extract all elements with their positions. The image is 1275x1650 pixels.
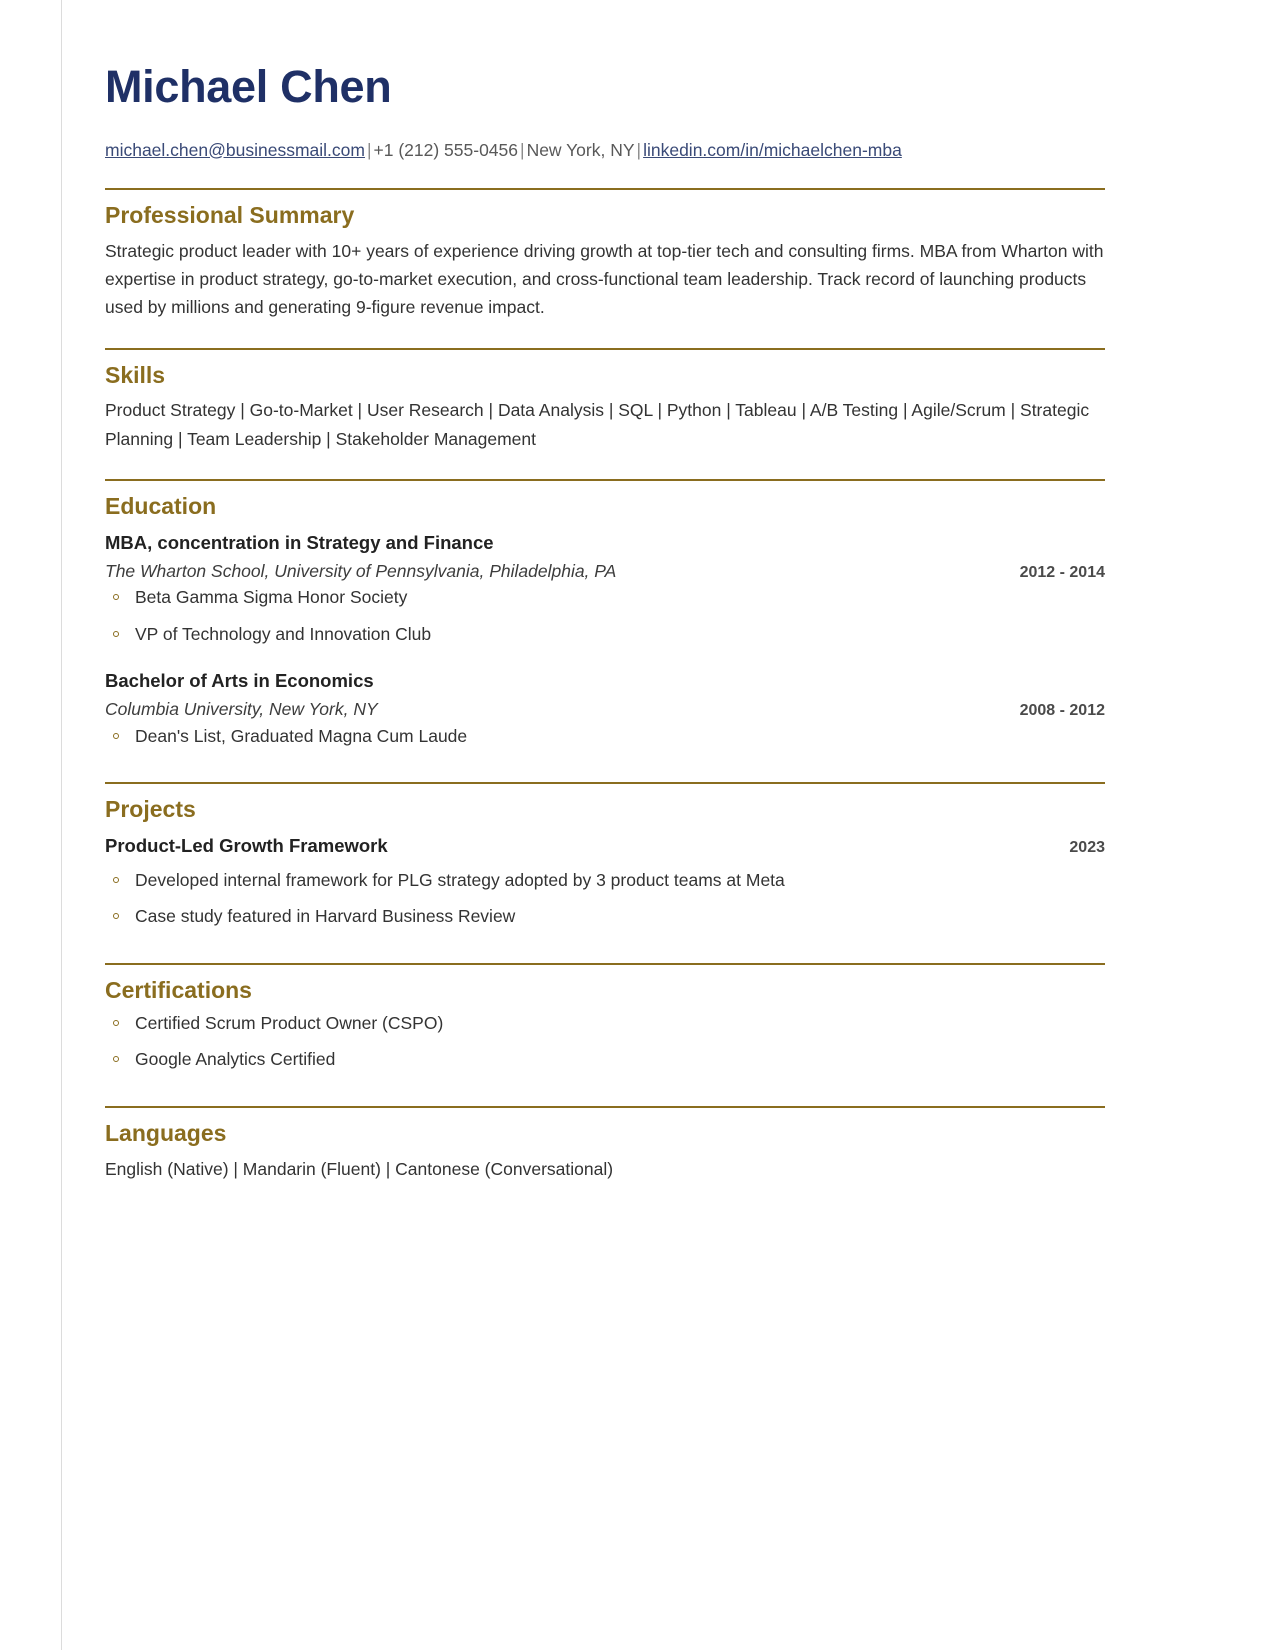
email-link[interactable]: michael.chen@businessmail.com [105, 139, 365, 160]
education-meta-row [105, 698, 1105, 721]
project-name: Product-Led Growth Framework [105, 834, 388, 856]
education-meta-row [105, 560, 1105, 583]
project-dates: 2023 [1069, 838, 1105, 856]
list-item [105, 869, 1105, 893]
contact-separator-1: | [366, 139, 372, 160]
list-item-text: Certified Scrum Product Owner (CSPO) [135, 1012, 444, 1033]
section-skills [105, 348, 1105, 453]
education-institution: The Wharton School, University of Pennsylvania, Philadelphia, PA [105, 560, 617, 581]
education-bullet-list [105, 586, 1105, 646]
summary-text: Strategic product leader with 10+ years of experience driving growth at top-tier tech and consulting firms. MBA from Wharton with expertise in product strategy, go-to-market execution, and cross-functional team leadership. Track record of launching products used by millions and generating 9-figure revenue impact. [105, 240, 1104, 318]
section-divider-certifications [105, 963, 1105, 965]
section-title-skills: Skills [105, 361, 166, 388]
project-bullet-list [105, 869, 1105, 929]
education-degree: Bachelor of Arts in Economics [105, 669, 374, 691]
list-item-text: Case study featured in Harvard Business Review [135, 906, 516, 927]
bullet-circle-icon [113, 631, 119, 637]
contact-line [105, 138, 1105, 163]
education-entry [105, 531, 1105, 647]
section-title-certifications: Certifications [105, 977, 252, 1004]
list-item-text: Google Analytics Certified [135, 1049, 336, 1070]
location-text: New York, NY [526, 139, 635, 160]
section-divider-summary [105, 188, 1105, 190]
bullet-circle-icon [113, 913, 119, 919]
project-title-row [105, 834, 1105, 859]
education-entry [105, 669, 1105, 749]
education-bullet-list [105, 725, 1105, 749]
bullet-circle-icon [113, 1056, 119, 1062]
project-entry [105, 834, 1105, 929]
section-title-projects: Projects [105, 796, 196, 823]
skills-text: Product Strategy | Go-to-Market | User Research | Data Analysis | SQL | Python | Tableau | A/B Testing | Agile/Scrum | Strategic Planning | Team Leadership | Stakeholder Management [105, 400, 1090, 449]
education-dates: 2012 - 2014 [1019, 563, 1105, 581]
section-title-summary: Professional Summary [105, 202, 355, 228]
section-languages [105, 1106, 1105, 1183]
resume-content [105, 0, 1105, 1183]
section-title-languages: Languages [105, 1119, 227, 1146]
section-divider-projects [105, 782, 1105, 784]
contact-separator-2: | [520, 139, 525, 160]
list-item [105, 623, 1105, 647]
section-professional-summary [105, 188, 1105, 322]
section-education [105, 479, 1105, 748]
education-degree: MBA, concentration in Strategy and Finance [105, 531, 494, 553]
section-divider-languages [105, 1106, 1105, 1108]
section-divider-education [105, 479, 1105, 481]
contact-separator-3: | [636, 139, 642, 160]
languages-text: English (Native) | Mandarin (Fluent) | Cantonese (Conversational) [105, 1158, 614, 1179]
list-item-text: VP of Technology and Innovation Club [135, 624, 432, 644]
list-item-text: Dean's List, Graduated Magna Cum Laude [135, 725, 468, 746]
page-left-edge-rule [61, 0, 62, 1650]
list-item [105, 905, 1105, 929]
list-item [105, 586, 1105, 610]
section-divider-skills [105, 348, 1105, 350]
certifications-list [105, 1012, 1105, 1072]
list-item [105, 725, 1105, 749]
education-institution: Columbia University, New York, NY [105, 698, 378, 719]
bullet-circle-icon [113, 1020, 119, 1026]
education-dates: 2008 - 2012 [1019, 701, 1105, 719]
bullet-circle-icon [113, 877, 119, 883]
linkedin-link[interactable]: linkedin.com/in/michaelchen-mba [643, 139, 902, 160]
list-item-text: Beta Gamma Sigma Honor Society [135, 587, 408, 608]
bullet-circle-icon [113, 594, 119, 600]
section-title-education: Education [105, 492, 217, 519]
section-certifications [105, 963, 1105, 1072]
list-item [105, 1012, 1105, 1036]
bullet-circle-icon [113, 733, 119, 739]
phone-text: +1 (212) 555-0456 [373, 139, 519, 160]
list-item-text: Developed internal framework for PLG strategy adopted by 3 product teams at Meta [135, 869, 785, 890]
list-item [105, 1048, 1105, 1072]
candidate-name: Michael Chen [105, 61, 392, 112]
section-projects [105, 782, 1105, 929]
